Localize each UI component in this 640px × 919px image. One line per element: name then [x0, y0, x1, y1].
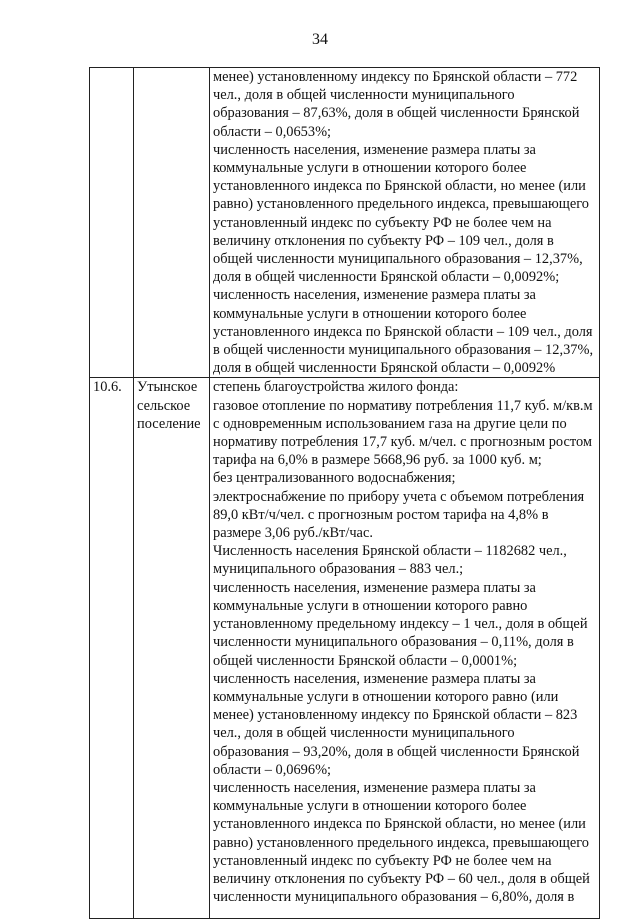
description-line: установленному предельному индексу – 1 чел., доля в общей: [213, 616, 588, 633]
settlement-name-cell: [134, 378, 210, 919]
description-line: установленного индекса по Брянской области, но менее (или: [213, 816, 586, 833]
description-line: чел., доля в общей численности муниципального: [213, 87, 515, 104]
document-table: [89, 67, 600, 919]
description-line: области – 0,0696%;: [213, 761, 332, 778]
description-line: коммунальные услуги в отношении которого равно: [213, 597, 528, 614]
description-line: численности муниципального образования – 0,11%, доля в: [213, 634, 574, 651]
description-line: численность населения, изменение размера платы за: [213, 670, 536, 687]
settlement-name-cell: [134, 68, 210, 378]
description-line: газовое отопление по нормативу потребления 11,7 куб. м/кв.м: [213, 397, 593, 414]
description-line: установленного индекса по Брянской области, но менее (или: [213, 178, 586, 195]
settlement-name-line: поселение: [137, 415, 201, 432]
row-number: 10.6.: [93, 379, 122, 396]
description-line: менее) установленному индексу по Брянской области – 772: [213, 69, 578, 85]
description-line: электроснабжение по прибору учета с объемом потребления: [213, 488, 585, 505]
description-line: величину отклонения по субъекту РФ – 109 чел., доля в: [213, 232, 554, 249]
description-line: образования – 93,20%, доля в общей численности Брянской: [213, 743, 580, 760]
description-line: доля в общей численности Брянской области – 0,0092%: [213, 360, 556, 377]
settlement-name-line: Утынское: [137, 379, 198, 396]
description-line: равно) установленного предельного индекса, превышающего: [213, 196, 589, 213]
table-row: [90, 68, 600, 378]
description-line: установленный индекс по субъекту РФ не более чем на: [213, 214, 552, 231]
description-line: муниципального образования – 883 чел.;: [213, 561, 464, 578]
description-line: степень благоустройства жилого фонда:: [213, 379, 459, 396]
description-line: коммунальные услуги в отношении которого более: [213, 160, 527, 177]
description-line: равно) установленного предельного индекса, превышающего: [213, 834, 589, 851]
description-line: Численность населения Брянской области – 1182682 чел.,: [213, 543, 567, 560]
description-line: численность населения, изменение размера платы за: [213, 779, 536, 796]
description-line: нормативу потребления 17,7 куб. м/чел. с прогнозным ростом: [213, 434, 592, 451]
description-line: области – 0,0653%;: [213, 123, 332, 140]
description-line: численность населения, изменение размера платы за: [213, 141, 536, 158]
description-line: общей численности Брянской области – 0,0001%;: [213, 652, 518, 669]
description-line: с одновременным использованием газа на другие цели по: [213, 415, 567, 432]
description-line: коммунальные услуги в отношении которого более: [213, 798, 527, 815]
description-line: чел., доля в общей численности муниципального: [213, 725, 515, 742]
description-line: общей численности муниципального образования – 12,37%,: [213, 251, 583, 268]
description-line: установленный индекс по субъекту РФ не более чем на: [213, 852, 552, 869]
description-line: коммунальные услуги в отношении которого более: [213, 305, 527, 322]
table-row: [90, 378, 600, 919]
description-line: коммунальные услуги в отношении которого равно (или: [213, 688, 559, 705]
description-cell: [210, 378, 600, 919]
description-line: 89,0 кВт/ч/чел. с прогнозным ростом тарифа на 4,8% в: [213, 506, 549, 523]
description-line: величину отклонения по субъекту РФ – 60 чел., доля в общей: [213, 870, 590, 887]
description-line: численность населения, изменение размера платы за: [213, 287, 536, 304]
description-line: численности муниципального образования – 6,80%, доля в: [213, 889, 575, 906]
description-line: размере 3,06 руб./кВт/час.: [213, 525, 373, 542]
description-line: в общей численности муниципального образования – 12,37%,: [213, 342, 594, 359]
description-line: численность населения, изменение размера платы за: [213, 579, 536, 596]
settlement-name-line: сельское: [137, 397, 191, 414]
description-line: доля в общей численности Брянской области – 0,0092%;: [213, 269, 560, 286]
description-line: без централизованного водоснабжения;: [213, 470, 456, 487]
row-number-cell: [90, 378, 134, 919]
page-number: 34: [312, 31, 328, 48]
description-cell: [210, 68, 600, 378]
description-line: менее) установленному индексу по Брянской области – 823: [213, 707, 578, 724]
description-line: образования – 87,63%, доля в общей численности Брянской: [213, 105, 580, 122]
description-line: установленного индекса по Брянской области – 109 чел., доля: [213, 323, 593, 340]
row-number-cell: [90, 68, 134, 378]
description-line: тарифа на 6,0% в размере 5668,96 руб. за 1000 куб. м;: [213, 452, 542, 469]
